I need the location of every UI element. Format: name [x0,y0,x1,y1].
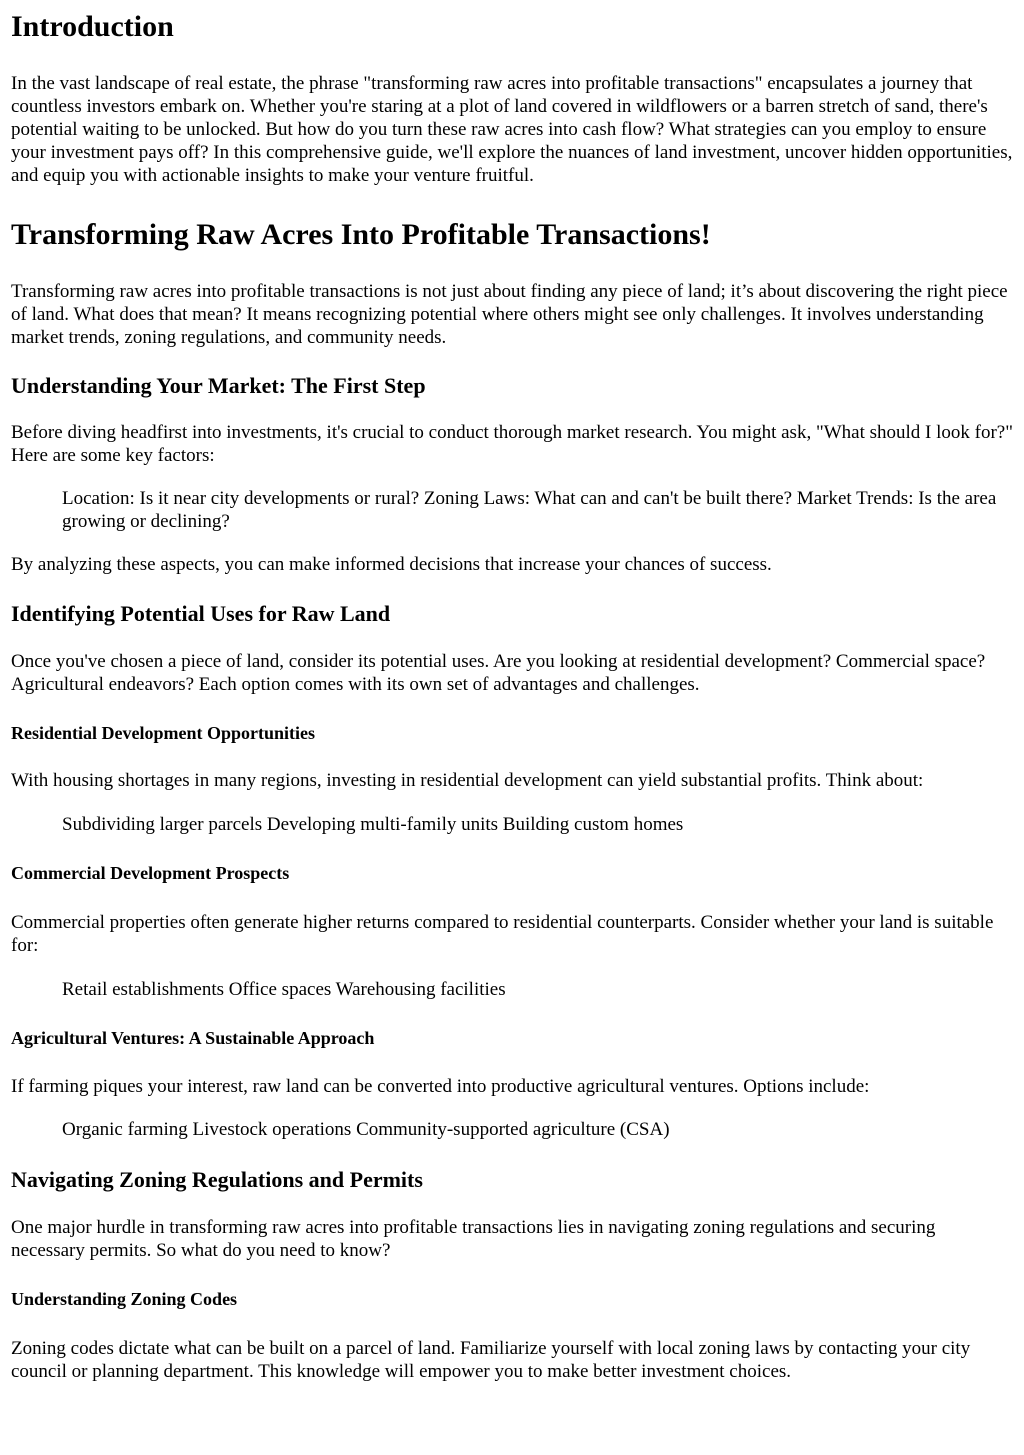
intro-heading: Introduction [11,10,174,43]
residential-heading: Residential Development Opportunities [11,723,315,743]
commercial-options-list: Retail establishments Office spaces Warehousing facilities [62,979,506,1000]
market-paragraph: Before diving headfirst into investments, it's crucial to conduct thorough market research. You might ask, "What should I look for?" Here are some key factors: [11,422,1013,466]
main-paragraph: Transforming raw acres into profitable transactions is not just about finding any piece of land; it’s about discovering the right piece of land. What does that mean? It means recognizing potential where others might see only challenges. It involves understanding market trends, zoning regulations, and community needs. [11,281,1008,348]
zoning-codes-paragraph: Zoning codes dictate what can be built on a parcel of land. Familiarize yourself with local zoning laws by contacting your city council or planning department. This knowledge will empower you to make better investment choices. [11,1338,971,1382]
uses-paragraph: Once you've chosen a piece of land, consider its potential uses. Are you looking at residential development? Commercial space? Agricultural endeavors? Each option comes with its own set of advantages and challenges. [11,651,986,695]
market-heading: Understanding Your Market: The First Step [11,373,426,398]
market-conclusion-paragraph: By analyzing these aspects, you can make informed decisions that increase your chances of success. [11,554,772,575]
residential-options-list: Subdividing larger parcels Developing multi-family units Building custom homes [62,814,684,835]
zoning-heading: Navigating Zoning Regulations and Permits [11,1167,423,1192]
uses-heading: Identifying Potential Uses for Raw Land [11,601,391,626]
zoning-paragraph: One major hurdle in transforming raw acres into profitable transactions lies in navigating zoning regulations and securing necessary permits. So what do you need to know? [11,1217,936,1261]
agricultural-paragraph: If farming piques your interest, raw land can be converted into productive agricultural ventures. Options include: [11,1076,870,1097]
main-heading: Transforming Raw Acres Into Profitable Transactions! [11,218,711,251]
intro-paragraph: In the vast landscape of real estate, the phrase "transforming raw acres into profitable transactions" encapsulates a journey that countless investors embark on. Whether you're staring at a plot of land covered in wildflowers or a barren stretch of sand, there's potential waiting to be unlocked. But how do you turn these raw acres into cash flow? What strategies can you employ to ensure your investment pays off? In this comprehensive guide, we'll explore the nuances of land investment, uncover hidden opportunities, and equip you with actionable insights to make your venture fruitful. [11,73,1013,186]
residential-paragraph: With housing shortages in many regions, investing in residential development can yield substantial profits. Think about: [11,770,924,791]
market-factors-list: Location: Is it near city developments or rural? Zoning Laws: What can and can't be built there? Market Trends: Is the area growing or declining? [62,488,997,532]
zoning-codes-heading: Understanding Zoning Codes [11,1289,238,1309]
agricultural-options-list: Organic farming Livestock operations Community-supported agriculture (CSA) [62,1119,670,1140]
commercial-paragraph: Commercial properties often generate higher returns compared to residential counterparts. Consider whether your land is suitable for: [11,912,994,956]
agricultural-heading: Agricultural Ventures: A Sustainable Approach [11,1028,375,1048]
commercial-heading: Commercial Development Prospects [11,863,290,883]
